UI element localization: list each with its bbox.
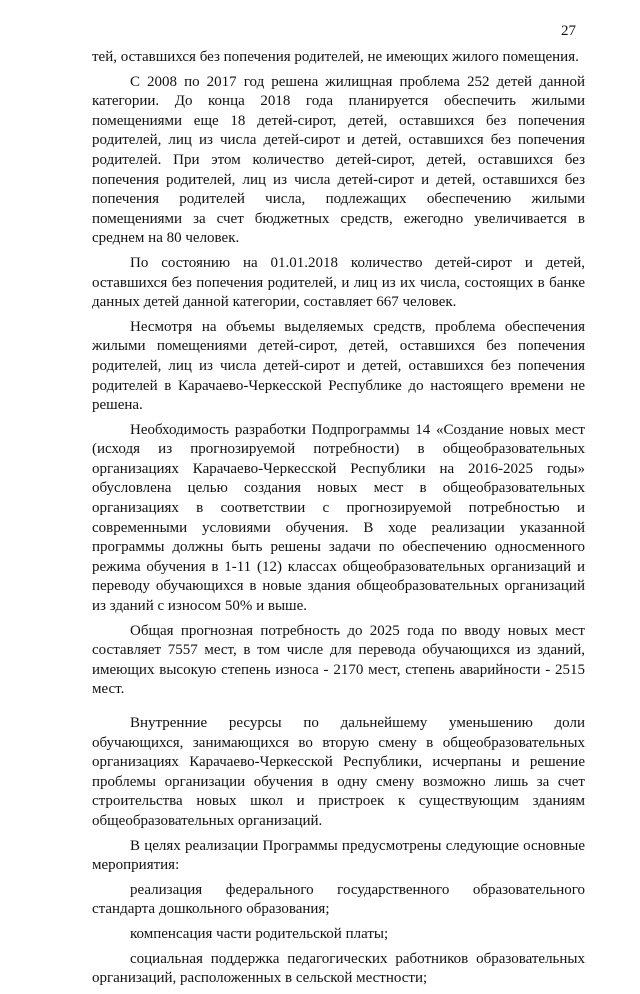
paragraph: Необходимость разработки Подпрограммы 14 «Создание новых мест (исходя из прогнозируемой потребности) в общеобразовательных организациях Карачаево-Черкесской Республики на 2016-2025 годы» обусловлена целью создания новых мест в общеобразовательных организациях в соответствии с прогнозируемой потребностью и современными условиями обучения. В ходе реализации указанной программы должны быть решены задачи по обеспечению односменного режима обучения в 1-11 (12) классах общеобразовательных организаций и переводу обучающихся в новые здания общеобразовательных организаций из зданий с износом 50% и выше.: [92, 421, 585, 615]
paragraph: реализация федерального государственного образовательного стандарта дошкольного образования;: [92, 881, 585, 918]
document-body: [92, 48, 585, 994]
paragraph: Внутренние ресурсы по дальнейшему уменьшению доли обучающихся, занимающихся во вторую смену в общеобразовательных организациях Карачаево-Черкесской Республики, исчерпаны и решение проблемы организации обучения в одну смену возможно лишь за счет строительства новых школ и пристроек к существующим зданиям общеобразовательных организаций.: [92, 715, 585, 829]
paragraph: Общая прогнозная потребность до 2025 года по вводу новых мест составляет 7557 мест, в том числе для перевода обучающихся из зданий, имеющих высокую степень износа - 2170 мест, степень аварийности - 2515 мест.: [92, 622, 585, 698]
paragraph: В целях реализации Программы предусмотрены следующие основные мероприятия:: [92, 837, 585, 874]
paragraph: компенсация части родительской платы;: [130, 925, 389, 942]
paragraph: С 2008 по 2017 год решена жилищная проблема 252 детей данной категории. До конца 2018 года планируется обеспечить жилыми помещениями еще 18 детей-сирот, детей, оставшихся без попечения родителей, лиц из числа детей-сирот и детей, оставшихся без попечения родителей. При этом количество детей-сирот, детей, оставшихся без попечения родителей, лиц из числа детей-сирот и детей, оставшихся без попечения родителей числа, подлежащих обеспечению жилыми помещениями за счет бюджетных средств, ежегодно увеличивается в среднем на 80 человек.: [92, 73, 585, 247]
paragraph: По состоянию на 01.01.2018 количество детей-сирот и детей, оставшихся без попечения родителей, и лиц из их числа, состоящих в банке данных детей данной категории, составляет 667 человек.: [92, 254, 585, 311]
page-number: 27: [561, 23, 576, 39]
paragraph: Несмотря на объемы выделяемых средств, проблема обеспечения жилыми помещениями детей-сирот, детей, оставшихся без попечения родителей, лиц из числа детей-сирот и детей, оставшихся без попечения родителей в Карачаево-Черкесской Республике до настоящего времени не решена.: [92, 318, 585, 414]
paragraph: социальная поддержка педагогических работников образовательных организаций, расположенных в сельской местности;: [92, 950, 585, 987]
paragraph: тей, оставшихся без попечения родителей, не имеющих жилого помещения.: [92, 49, 579, 65]
